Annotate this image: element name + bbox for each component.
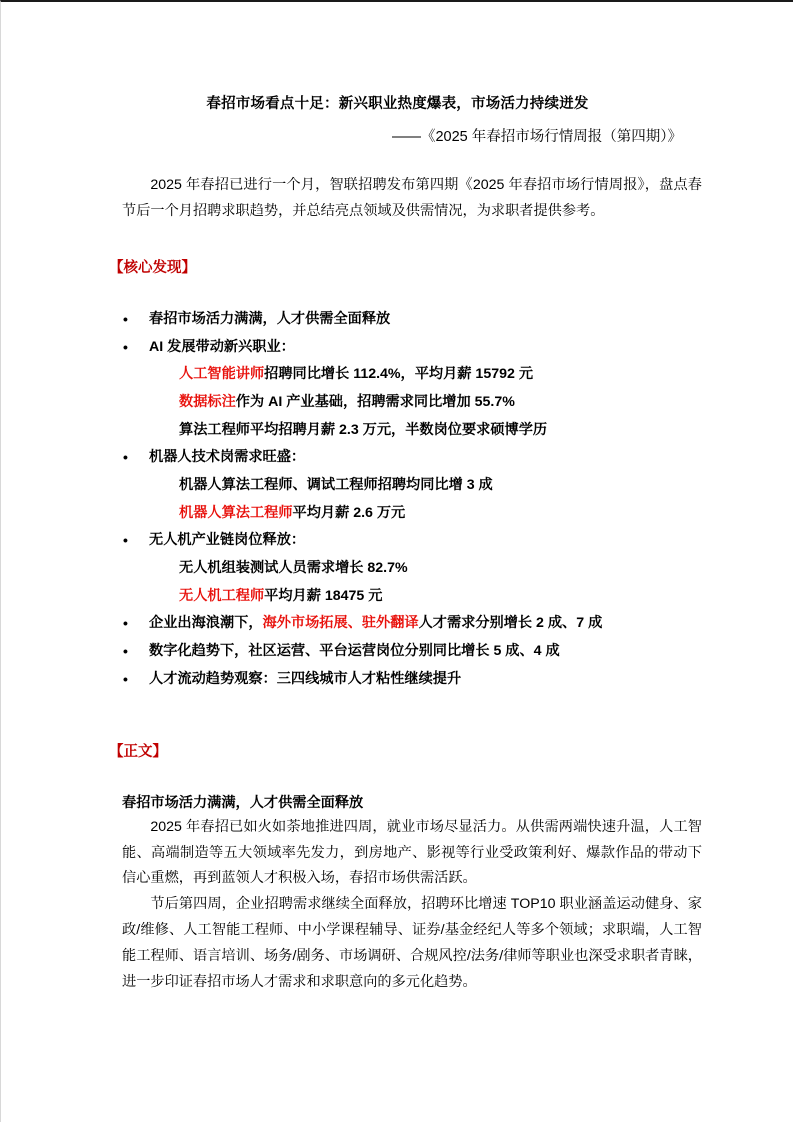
sub-line-text: 作为 AI 产业基础，招聘需求同比增加 55.7% (235, 393, 515, 410)
sub-line-text: 无人机组装测试人员需求增长 82.7% (179, 560, 408, 576)
sub-line (1, 472, 714, 500)
body-paragraph: 2025 年春招已如火如荼地推进四周，就业市场尽显活力。从供需两端快速升温，人工智能、高端制造等五大领域率先发力，到房地产、影视等行业受政策利好、爆款作品的带动下信心重燃，再到蓝领人才积极入场，春招市场供需活跃。 (122, 818, 702, 887)
sub-line (1, 555, 714, 583)
section-heading: 春招市场活力满满，人才供需全面释放 (122, 794, 364, 811)
sub-line-text: 招聘同比增长 112.4%，平均月薪 15792 元 (264, 366, 534, 383)
list-item: • 春招市场活力满满，人才供需全面释放 (1, 306, 714, 334)
sub-line (1, 361, 714, 389)
list-item (1, 610, 714, 638)
sub-line (1, 500, 714, 528)
list-item: • 数字化趋势下，社区运营、平台运营岗位分别同比增长 5 成、4 成 (1, 638, 714, 666)
sub-line (1, 583, 714, 611)
sub-line-text: 算法工程师平均招聘月薪 2.3 万元，半数岗位要求硕博学历 (179, 421, 548, 438)
highlight-term: 机器人算法工程师 (179, 504, 293, 521)
list-item: • AI 发展带动新兴职业： (1, 334, 714, 362)
document-subtitle: ——《2025 年春招市场行情周报（第四期）》 (391, 128, 682, 145)
page-content (1, 2, 793, 996)
intro-paragraph: 2025 年春招已进行一个月，智联招聘发布第四期《2025 年春招市场行情周报》，盘点春节后一个月招聘求职趋势，并总结亮点领域及供需情况，为求职者提供参考。 (122, 176, 702, 219)
bullet-text-after: 人才需求分别增长 2 成、7 成 (418, 615, 603, 632)
sub-line (1, 389, 714, 417)
body-paragraph: 节后第四周，企业招聘需求继续全面释放，招聘环比增速 TOP10 职业涵盖运动健身、家政/维修、人工智能工程师、中小学课程辅导、证券/基金经纪人等多个领域；求职端，人工智能工程师、语言培训、场务/剧务、市场调研、合规风控/法务/律师等职业也深受求职者青睐，进一步印证春招市场人才需求和求职意向的多元化趋势。 (122, 896, 702, 990)
highlight-term: 海外市场拓展、驻外翻译 (262, 615, 419, 632)
list-item: • 人才流动趋势观察：三四线城市人才粘性继续提升 (1, 666, 714, 694)
highlight-term: 无人机工程师 (179, 587, 265, 604)
highlight-term: 人工智能讲师 (179, 366, 265, 383)
sub-line (1, 417, 714, 445)
sub-line-text: 平均月薪 2.6 万元 (292, 504, 406, 521)
highlight-term: 数据标注 (179, 393, 236, 410)
list-item: • 机器人技术岗需求旺盛： (1, 444, 714, 472)
core-findings-heading: 【核心发现】 (109, 259, 196, 276)
sub-line-text: 平均月薪 18475 元 (264, 587, 383, 604)
page-title: 春招市场看点十足：新兴职业热度爆表，市场活力持续迸发 (206, 96, 589, 112)
bullet-text-before: 企业出海浪潮下， (149, 615, 263, 632)
sub-line-text: 机器人算法工程师、调试工程师招聘均同比增 3 成 (179, 476, 493, 493)
core-findings-list (1, 280, 793, 694)
main-body-heading: 【正文】 (109, 744, 167, 761)
list-item: • 无人机产业链岗位释放： (1, 527, 714, 555)
